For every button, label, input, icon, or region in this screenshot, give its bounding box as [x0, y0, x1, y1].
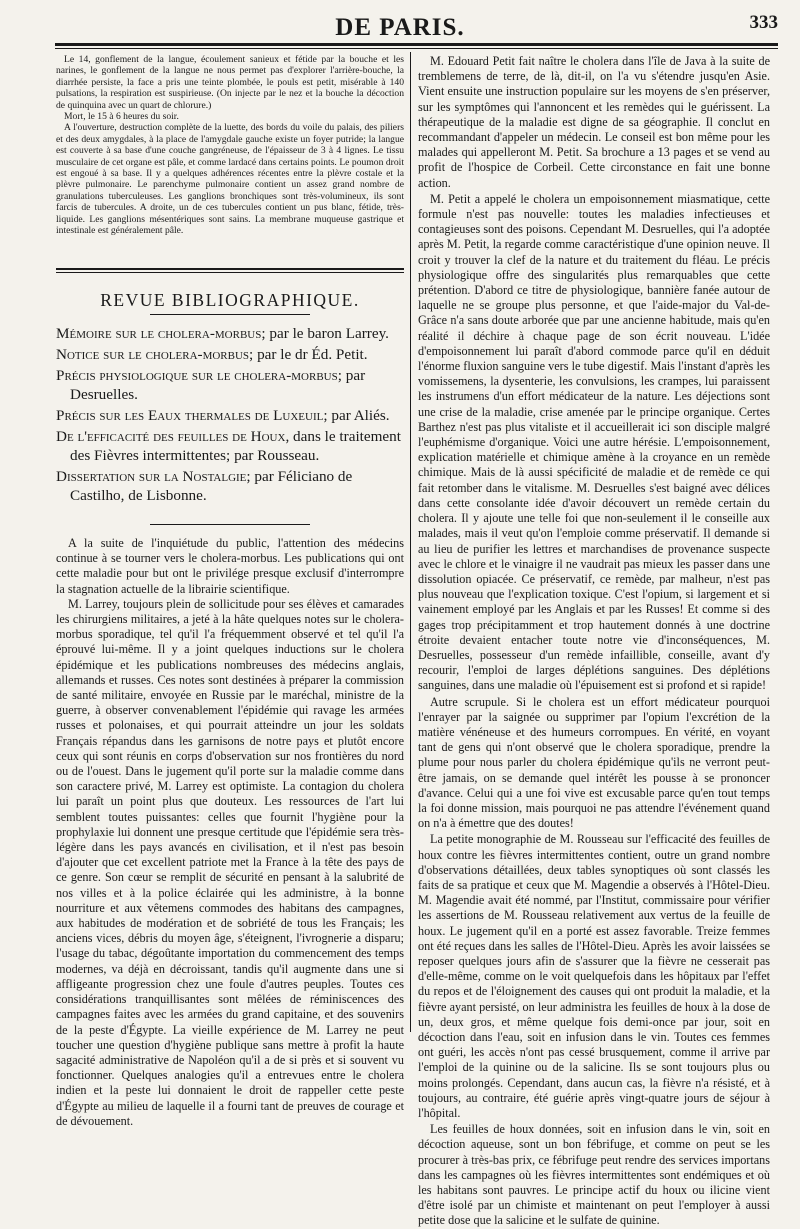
section-title-rule — [150, 314, 310, 315]
work-author: , dans le traitement des Fièvres intermittentes; par Rousseau. — [70, 428, 401, 464]
reviewed-work — [56, 366, 406, 404]
works-end-rule — [150, 524, 310, 525]
work-author: ; par le baron Larrey. — [261, 325, 389, 342]
reviewed-works-list — [56, 324, 406, 507]
body-paragraph: A la suite de l'inquiétude du public, l'attention des médecins continue à se tourner vers le cholera-morbus. Les publications qui ont cette maladie pour but ont le privilége presque exclusif d'interrompre la stagnation actuelle de la librairie scientifique. — [56, 536, 404, 596]
section-rule-top — [56, 268, 404, 270]
work-author: ; par Féliciano de Castilho, de Lisbonne. — [70, 468, 353, 504]
autopsy-paragraph: Mort, le 15 à 6 heures du soir. — [64, 111, 179, 123]
reviewed-work — [56, 467, 406, 505]
column-divider — [410, 52, 411, 1032]
work-title: Mémoire sur le cholera-morbus — [56, 325, 262, 342]
page-header-title: DE PARIS. — [335, 14, 465, 41]
reviewed-work — [56, 324, 406, 343]
section-title: REVUE BIBLIOGRAPHIQUE. — [100, 290, 360, 310]
body-paragraph: M. Larrey, toujours plein de sollicitude pour ses élèves et camarades les chirurgiens militaires, a jeté à la hâte quelques notes sur le cholera-morbus sporadique, tel qu'il l'a fréquemment observé et tel qu'il l'a éprouvé lui-même. Il y a joint quelques inductions sur le cholera épidémique et les publications nombreuses des médecins anglais, allemands et russes. Ces notes sont destinées à préparer la commission de santé militaire, envoyée en Russie par le maréchal, ministre de la guerre, à observer convenablement l'épidémie qui ravage les armées russes et polonaises, et qui pourrait atteindre un jour les soldats Français répandus dans les garnisons de notre pays et plutôt encore ceux qui sont réunis en corps d'observation sur nos frontières du nord ou de l'ouest. Dans le jugement qu'il porte sur la maladie comme dans son caractere privé, M. Larrey est optimiste. La contagion du cholera lui paraît un point plus que douteux. Les ressources de l'art lui semblent toutes puissantes: celles que fournit l'hygiène pour la prophylaxie lui donnent une presque certitude que l'épidémie sera très-légère dans les pays avancés en civilisation, et il n'est pas besoin d'ajouter que cet excellent patriote met la France à la tête des pays de ce genre. Son cœur se remplit de sécurité en pensant à la salubrité de nos villes et à la police éclairée qui les administre, à la bonne nourriture et aux vêtemens commodes des habitans des campagnes, aux habitudes de modération et de sobriété de tous les Français; les anciens vices, débris du moyen âge, s'éteignent, l'ivrognerie a disparu; l'usage du tabac, dégoûtante importation du commencement des temps modernes, va déjà en décroissant, tandis qu'il augmente dans une si affligeante progression chez une foule d'autres peuples. Toutes ces considérations tranquillisantes sont mêlées de réminiscences des campagnes faites avec les armées du grand capitaine, et des souvenirs de la peste d'Égypte. La vieille expérience de M. Larrey ne peut toucher une question d'hygiène publique sans mettre à profit la haute sagacité administrative de Napoléon qu'il a de si près et si souvent vu fonctionner. Quelques analogies qu'il a entrevues entre le cholera indien et la peste lui donnaient le droit de rappeller cette peste d'Égypte au milieu de laquelle il a fourni tant de preuves de courage et de dévouement. — [56, 596, 404, 1128]
body-paragraph: La petite monographie de M. Rousseau sur l'efficacité des feuilles de houx contre les fièvres intermittentes contient, outre un grand nombre d'observations détaillées, deux tables synoptiques où sont classés les faits de sa pratique et ceux que M. Magendie a observés à l'Hôtel-Dieu. M. Magendie avait été nommé, par l'Institut, commissaire pour vérifier les assertions de M. Rousseau relativement aux vertus de la feuille de houx. Le jugement qu'il en a porté est assez favorable. Treize femmes ont été reçues dans les salles de l'Hôtel-Dieu. Après les avoir laissées se reposer quelques jours afin de s'assurer que la fièvre ne cesserait pas d'elle-même, comme on le voit quelquefois dans les hôpitaux par l'effet du repos et de l'éloignement des causes qui ont produit la maladie, et la fièvre ayant persisté, on leur administra les feuilles de houx à la dose de un, deux gros, et même quelque fois demi-once par jour, soit en décoction dans l'eau, soit en infusion dans le vin. Toutes ces femmes ont guéri, les accès n'ont pas cessé brusquement, comme il arrive par l'emploi de la quinine ou de la salicine. Ils se sont toujours plus ou moins prolongés. Cependant, dans aucun cas, la fièvre n'a résisté, et à toujours, au contraire, été guérie après vingt-quatre jours de séjour à l'hôpital. — [418, 832, 770, 1121]
work-title: Précis physiologique sur le cholera-morbus — [56, 367, 338, 384]
reviewed-work — [56, 406, 406, 425]
header-rule — [55, 43, 778, 46]
work-author: ; par Desruelles. — [70, 367, 366, 403]
review-body-left — [56, 536, 404, 1129]
work-title: Dissertation sur la Nostalgie — [56, 468, 247, 485]
work-title: Notice sur le cholera-morbus — [56, 346, 250, 363]
autopsy-notes — [56, 54, 404, 237]
reviewed-work — [56, 427, 406, 465]
header-rule-thin — [55, 48, 778, 49]
autopsy-paragraph: A l'ouverture, destruction complète de la luette, des bords du voile du palais, des piliers et des deux amygdales, à la place de l'amygdale gauche existe un foyer putride; la langue est couverte à sa base d'une couche gangréneuse, de l'épaisseur de 3 à 4 lignes. Le tissu musculaire de cet organe est pâle, et comme lardacé dans certains points. Le poumon droit est engoué à sa base. Il y a quelques adhérences récentes entre la plèvre costale et la plèvre pulmonaire. Le parenchyme pulmonaire contient un assez grand nombre de granulations tuberculeuses. Les ganglions bronchiques sont très-volumineux, ils sont farcis de tubercules. A droite, un de ces tubercules contient un pus blanc, fétide, très-liquide. Les ganglions mésentériques sont sains. La membrane muqueuse gastrique et intestinale est généralement pâle. — [56, 122, 404, 237]
page-number: 333 — [749, 12, 778, 33]
work-author: ; par le dr Éd. Petit. — [249, 346, 368, 363]
section-rule-top-thin — [56, 272, 404, 273]
review-body-right — [418, 54, 770, 1229]
body-paragraph: Autre scrupule. Si le cholera est un effort médicateur pourquoi l'enrayer par la saignée ou supprimer par l'opium l'excrétion de la matière vénéneuse et des humeurs corrompues. En vérité, en voyant tant de gens qui n'ont observé que le cholera sporadique, prendre la plume pour nous parler du cholera épidémique qu'ils ne verront peut-être jamais, on se demande quel intérêt les pousse à se prononcer d'avance. Celui qui a une foi vive est excusable parce qu'en tout temps la foi donne mission, mais pourquoi ne pas attendre l'événement quand on n'a à émettre que des doutes! — [418, 694, 770, 831]
reviewed-work — [56, 345, 406, 364]
body-paragraph: M. Petit a appelé le cholera un empoisonnement miasmatique, cette formule n'est pas nouvelle: toutes les maladies infectieuses et contagieuses sont des poisons. Cependant M. Desruelles, qui l'a adoptée après M. Petit, la regarde comme caractéristique d'une opinion neuve. Il croit y trouver la clef de la nature et du traitement du fléau. Le précis physiologique offre des singularités plus remarquables que cette prétention. D'abord ce titre de physiologique, bannière fanée autour de laquelle ne se groupe plus personne, et que l'aide-major du Val-de-Grâce n'a sans doute arborée que par une ancienne habitude, mais qu'en réalité il déchire à chaque page de son écrit nouveau. L'idée d'empoisonnement lui paraît d'abord commode parce qu'il en déduit l'énorme fluxion sanguine vers le tube digestif. Mais l'instant d'après les vomissemens, la dysenterie, les convulsions, les crampes, lui paraissent les instrumens d'un effort médicateur de la nature. Les déjections sont une crise de la maladie, crise amenée par le principe organique. Certes Barthez n'est pas plus vitaliste et il accueillerait ici son disciple malgré l'euphémisme d'organique. Voici une autre hérésie. L'empoisonnement, explication matérielle et chimique amène à la croyance en un remède chimique. Mais de là aussi spécificité de maladie et de remède ce qui fait retomber dans le vitalisme. M. Desruelles s'est baigné avec délices dans cette consolante idée d'avoir découvert un remède certain du cholera. Il y ajoute une telle foi que non-seulement il le conseille aux malades, mais il veut qu'on l'emploie comme préservatif. Il demande si au lieu de purifier les lettres et marchandises de provenance suspecte avec le chlore et le vinaigre il ne vaudrait pas mieux les passer dans une dissolution opiacée. Ce préservatif, ce remède, par malheur, n'est pas plus nouveau que l'explication toxique. C'est l'opium, si largement et si vainement employé par les Anglais et par les Russes! Et comme si des gages trop précipitamment et trop hautement donnés à une doctrine étroite devaient entacher toute notre vie d'inconséquences, M. Desruelles, possesseur d'un remède infaillible, conseille, avant d'y recourir, l'emploi de larges déplétions sanguines. Des déplétions sanguines, dans une maladie où l'épuisement est si profond et si rapide! — [418, 191, 770, 693]
autopsy-paragraph: Le 14, gonflement de la langue, écoulement sanieux et fétide par la bouche et les narines, le gonflement de la langue ne nous permet pas d'explorer l'arrière-bouche, la diarrhée persiste, la face a pris une teinte plombée, le pouls est petit, misérable à 140 pulsations, la respiration est suspirieuse. (On injecte par le nez et la bouche la décoction de quinquina avec un quart de chlorure.) — [56, 54, 404, 111]
work-title: Précis sur les Eaux thermales de Luxeuil — [56, 407, 324, 424]
work-title: De l'efficacité des feuilles de Houx — [56, 428, 286, 445]
work-author: ; par Aliés. — [323, 407, 390, 424]
body-paragraph: Les feuilles de houx données, soit en infusion dans le vin, soit en décoction aqueuse, sont un bon fébrifuge, et comme on peut se les procurer à très-bas prix, ce fébrifuge peut rendre des services importans dans les campagnes où les fièvres intermittentes sont endémiques et où les habitans sont pauvres. Le principe actif du houx ou ilicine vient d'être isolé par un chimiste et maintenant on peut l'employer à aussi petite dose que la salicine et le sulfate de quinine. — [418, 1122, 770, 1228]
body-paragraph: M. Edouard Petit fait naître le cholera dans l'île de Java à la suite de tremblemens de terre, de là, dit-il, on l'a vu s'étendre jusqu'en Asie. Vient ensuite une instruction populaire sur les moyens de s'en préserver, sur les symptômes qui l'annoncent et les remèdes qui le guérissent. La thérapeutique de la maladie est digne de sa géographie. Il conclut en recommandant d'appeler un médecin. Le conseil est bon même pour les malades qui appelleront M. Petit. Sa brochure a 13 pages et se vend au profit de l'hospice de Corbeil. Cette circonstance en fait une bonne action. — [418, 54, 770, 190]
